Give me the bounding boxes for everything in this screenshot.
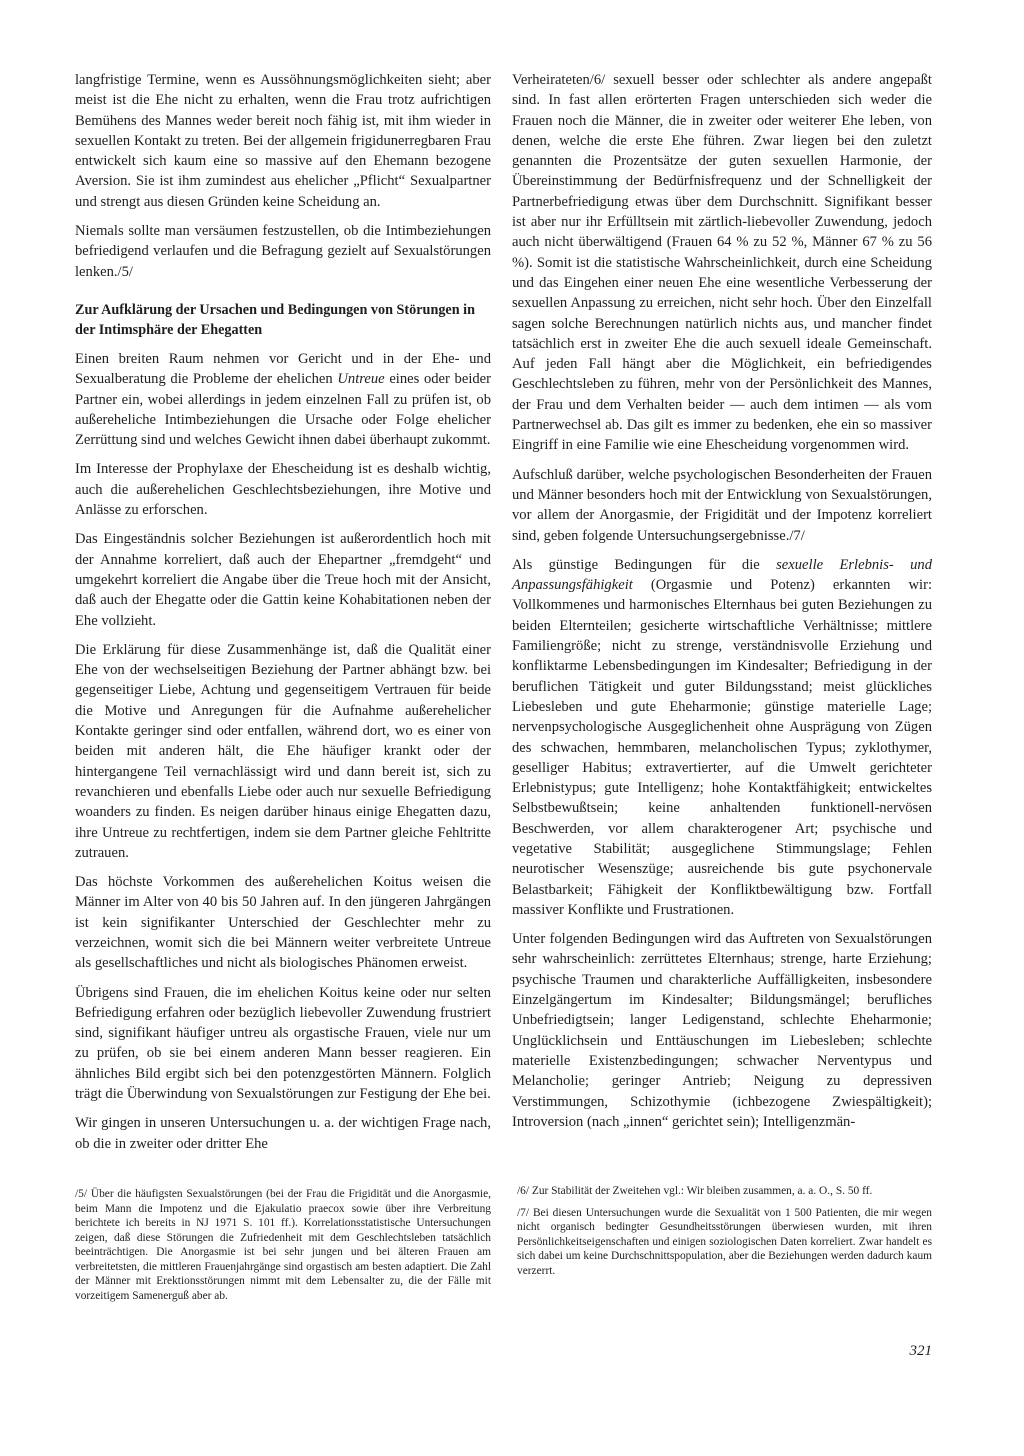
text-run: Einen breiten Raum nehmen vor Gericht und in der Ehe- und Sexualberatung die Probleme der ehelichen (75, 350, 491, 388)
paragraph: Das höchste Vorkommen des außerehelichen Koitus weisen die Männer im Alter von 40 bis 50 Jahren auf. In den jüngeren Jahrgängen ist kein signifikanter Unterschied der Geschlechter mehr zu verzeichnen, womit sich die bei Männern weiter verbreitete Untreue als gesellschaftliches und nicht als biologisches Phänomen erweist. (75, 874, 491, 972)
paragraph: Im Interesse der Prophylaxe der Ehescheidung ist es deshalb wichtig, auch die außerehelichen Geschlechtsbeziehungen, ihre Motive und Anlässe zu erforschen. (75, 461, 491, 519)
paragraph: Übrigens sind Frauen, die im ehelichen Koitus keine oder nur selten Befriedigung erfahren oder bezüglich liebevoller Zuwendung frustriert sind, signifikant häufiger untreu als orgastische Frauen, viele nur um zu prüfen, ob sie bei einem anderen Mann besser reagieren. Ein ähnliches Bild ergibt sich bei den potenzgestörten Männern. Folglich trägt die Überwindung von Sexualstörungen zur Festigung der Ehe bei. (75, 984, 491, 1103)
right-column (512, 70, 932, 1132)
left-column (75, 70, 491, 1154)
footnote-6: /6/ Zur Stabilität der Zweitehen vgl.: Wir bleiben zusammen, a. a. O., S. 50 ff. (517, 1185, 873, 1197)
paragraph: Das Eingeständnis solcher Beziehungen ist außerordentlich hoch mit der Annahme korreliert, daß auch der Ehepartner „fremdgeht“ und umgekehrt korreliert die Angabe über die Treue hoch mit der Ansicht, daß auch der Ehegatte oder die Gattin keine Kohabitationen neben der Ehe vollzieht. (75, 531, 491, 629)
footnote-7: /7/ Bei diesen Untersuchungen wurde die Sexualität von 1 500 Patienten, die mir wegen nicht organisch bedingter Gesundheitsstörungen überwiesen wurden, mit ihren Persönlichkeitseigenschaften und einigen soziologischen Daten korreliert. Zwar handelt es sich dabei um keine Durchschnittspopulation, aber die Beziehungen werden dadurch kaum verzerrt. (517, 1206, 932, 1277)
page-number: 321 (909, 1343, 932, 1359)
footnotes-left (75, 1187, 491, 1310)
emphasis: sexuelle Erlebnis- und Anpassungsfähigkeit (512, 556, 932, 594)
paragraph: langfristige Termine, wenn es Aussöhnungsmöglichkeiten sieht; aber meist ist die Ehe nicht zu erhalten, wenn die Frau trotz aufrichtigen Bemühens des Mannes weder bereit noch fähig ist, mit ihm wieder in sexuellen Kontakt zu treten. Bei der allgemein frigidunerregbaren Frau entwickelt sich kaum eine so massive auf den Ehemann bezogene Aversion. Sie ist ihm zumindest aus ehelicher „Pflicht“ Sexualpartner und strengt aus diesen Gründen keine Scheidung an. (75, 72, 491, 210)
paragraph: Niemals sollte man versäumen festzustellen, ob die Intimbeziehungen befriedigend verlaufen und die Befragung gezielt auf Sexualstörungen lenken./5/ (75, 223, 491, 280)
footnote-5: /5/ Über die häufigsten Sexualstörungen (bei der Frau die Frigidität und die Anorgasmie, beim Mann die Impotenz und die Ejakulatio praecox sowie über ihre Verbreitung berichtete ich bereits in NJ 1971 S. 101 ff.). Korrelationsstatistische Untersuchungen zeigen, daß diese Störungen die Zufriedenheit mit dem Geschlechtsleben tatsächlich beeinträchtigen. Die Anorgasmie ist bei sehr jungen und bei älteren Frauen am verbreitetsten, die mittleren Frauenjahrgänge sind orgastisch am besten adaptiert. Die Zahl der Männer mit Erektionsstörungen nimmt mit dem Lebensalter zu, die der Fälle mit vorzeitigem Samenerguß aber ab. (75, 1188, 491, 1302)
paragraph: Wir gingen in unseren Untersuchungen u. a. der wichtigen Frage nach, ob die in zweiter oder dritter Ehe (75, 1115, 491, 1152)
footnotes-right (517, 1184, 932, 1285)
text-run: (Orgasmie und Potenz) erkannten wir: Vollkommenes und harmonisches Elternhaus bei guten Beziehungen zu beiden Elternteilen; gesicherte wirtschaftliche Verhältnisse; mittlere Familiengröße; nicht zu strenge, verständnisvolle Erziehung und konfliktarme Lebensbedingungen im Kindesalter; Befriedigung in der beruflichen Tätigkeit und guter Bildungsstand; meist glückliches Liebesleben und gute Eheharmonie; günstige materielle Lage; nervenpsychologische Ausgeglichenheit ohne Ausprägung von Zügen des schwachen, hemmbaren, melancholischen Typus; zyklothymer, geselliger Habitus; extravertierter, auf die Umwelt gerichteter Erlebnistypus; gute Intelligenz; hohe Kontaktfähigkeit; entwickeltes Selbstbewußtsein; keine anhaltenden funktionell-nervösen Beschwerden, vor allem charakterogener Art; psychische und vegetative Stabilität; ausgeglichene Stimmungslage; Fehlen neurotischer Wesenszüge; ausreichende bis gute psychonervale Belastbarkeit; Fähigkeit der Konfliktbewältigung bzw. Fortfall massiver Konflikte und Frustrationen. (512, 577, 932, 918)
paragraph: Verheirateten/6/ sexuell besser oder schlechter als andere angepaßt sind. In fast allen erörterten Fragen unterschieden sich weder die Frauen noch die Männer, die in zweiter oder weiterer Ehe leben, von denen, welche die erste Ehe führen. Zwar liegen bei den zuletzt genannten die Prozentsätze der guten sexuellen Harmonie, der Übereinstimmung der Bedürfnisfrequenz und der Schnelligkeit der Partnerbefriedigung etwas über dem Durchschnitt. Signifikant besser ist aber nur ihr Erfülltsein mit zärtlich-liebevoller Zuwendung, jedoch auch nicht überwältigend (Frauen 64 % zu 52 %, Männer 67 % zu 56 %). Somit ist die statistische Wahrscheinlichkeit, durch eine Scheidung und das Eingehen einer neuen Ehe eine wesentliche Verbesserung der sexuellen Anpassung zu erreichen, nicht sehr hoch. Über den Einzelfall sagen solche Berechnungen natürlich nichts aus, und mancher findet tatsächlich erst in zweiter Ehe die auch sexuell ideale Gemeinschaft. Auf jeden Fall hängt aber die Möglichkeit, ein befriedigendes Geschlechtsleben zu führen, mehr von der Persönlichkeit des Mannes, der Frau und dem Verhalten beider — auch dem intimen — als vom Partnerwechsel ab. Das gilt es immer zu bedenken, ehe ein so massiver Eingriff in eine Familie wie eine Ehescheidung vorgenommen wird. (512, 72, 932, 454)
emphasis: Untreue (337, 371, 385, 388)
paragraph (75, 349, 491, 450)
paragraph (512, 555, 932, 920)
text-run: Als günstige Bedingungen für die (512, 556, 777, 573)
paragraph: Unter folgenden Bedingungen wird das Auftreten von Sexualstörungen sehr wahrscheinlich: zerrüttetes Elternhaus; strenge, harte Erziehung; psychische Traumen und charakterliche Auffälligkeiten, insbesondere Einzelgängertum im Kindesalter; Bildungsmängel; berufliches Unbefriedigtsein; langer Ledigenstand, schlechte Eheharmonie; Unglücklichsein und Enttäuschungen im Liebesleben; schlechte materielle Existenzbedingungen; schwacher Nerventypus und Melancholie; geringer Antrieb; Neigung zu depressiven Verstimmungen, Schizothymie (ichbezogene Zwiespältigkeit); Introversion (nach „innen“ gerichtet sein); Intelligenzmän- (512, 931, 932, 1130)
paragraph: Die Erklärung für diese Zusammenhänge ist, daß die Qualität einer Ehe von der wechselseitigen Beziehung der Partner abhängt bzw. bei gegenseitiger Liebe, Achtung und gegenseitigem Vertrauen für beide die Motive und Anregungen für die Aufnahme außerehelicher Kontakte geringer sind oder entfallen, während dort, wo es einer von beiden mit anderen hält, die Ehe häufiger krankt oder der hintergangene Teil vernachlässigt wird und dann bereit ist, sich zu revanchieren und ebenfalls Liebe oder auch nur sexuelle Befriedigung woanders zu finden. Es neigen darüber hinaus einige Ehegatten dazu, ihre Untreue zu rechtfertigen, indem sie dem Partner gleiche Fehltritte zutrauen. (75, 641, 491, 861)
section-heading: Zur Aufklärung der Ursachen und Bedingungen von Störungen in der Intimsphäre der Ehegatten (75, 301, 475, 338)
paragraph: Aufschluß darüber, welche psychologischen Besonderheiten der Frauen und Männer besonders hoch mit der Entwicklung von Sexualstörungen, vor allem der Anorgasmie, der Frigidität und der Impotenz korreliert sind, geben folgende Untersuchungsergebnisse./7/ (512, 466, 932, 544)
text-run: eines oder beider Partner ein, wobei allerdings in jedem einzelnen Fall zu prüfen ist, ob außereheliche Intimbeziehungen die Ursache oder Folge ehelicher Zerrüttung sind und welches Gewicht ihnen dabei überhaupt zukommt. (75, 371, 492, 449)
